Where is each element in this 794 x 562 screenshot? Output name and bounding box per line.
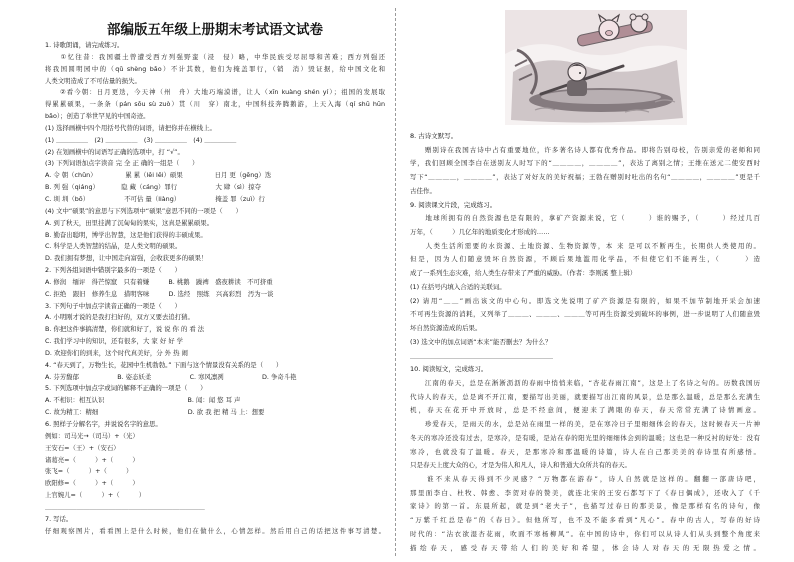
text-line: 写下“＿＿＿＿，＿＿＿＿”，表达了对好友的美好祝福；王勃在赠别时吐出的名句“＿＿＿＿，＿＿＿＿”更是千 [410,173,760,182]
pig-snout [606,31,613,36]
exam-title: 部编版五年级上册期末考试语文试卷 [107,22,323,38]
option-line: C. 故为精工：精细 D. 欲 我 把 精 马 上：想要 [45,408,265,417]
passage-line: 成了一系列生态灾难，给人类生存带来了严重的威胁。（作者：李则溪 整上辑） [410,269,637,278]
sub-question: (3) 选文中的加点词语“本来”能否删去？为什么？ [410,337,552,346]
text-line: 坏自然资源造成的后果。 [410,324,482,333]
example-line: 例如：司马光→（司马）+（光） [45,431,139,440]
text-line: 学，我们回顾全国李白在送别友人时写下的“＿＿＿＿，＿＿＿＿”，表达了离别之情；王维在送元二使安西时 [410,159,760,168]
question-heading-9: 9. 阅读课文片段，完成练习。 [410,200,497,209]
left-column [45,40,385,537]
sub-question: (2) 请用“＿＿”画出该文的中心句。即选文先说明了矿产资源是有限的，如果不加节制地开采会加速 [410,296,760,305]
column-divider [395,8,396,556]
bear-ear [630,14,636,20]
option-line: D. 我们拥有梦想，让中国走向富强，会收获更多的硕果！ [45,254,208,263]
question-heading-8: 8. 古诗文默写。 [410,132,458,140]
option-line: B. 列 强（qiáng） 隐 藏（cáng）罪行 大 肆（sì）掠夺 [45,183,261,192]
option-line: B. 勤奋出聪明，博学出智慧，这是他们获得的丰硕成果。 [45,230,207,239]
text-line: 赠别诗在我国古诗中占有重要地位，许多著名诗人都有优秀作品。即将告别母校，告别亲爱的老师和同 [410,145,760,154]
name-split-line: 欧阳修=（ ）+（ ） [45,479,139,488]
passage-line: 只是春天上度大众的心，才是为伟人和凡人，诗人和普通大众所共有的春天。 [410,461,631,470]
sub-question: (3) 下列词语加点字读音 完 全 正 确的一组是（ ） [45,159,199,168]
passage-line: 万年，（ ）几亿年的地质变化才形成的…… [410,228,550,237]
answer-line: ＿＿＿＿＿＿＿＿＿＿＿＿＿＿＿＿＿＿＿＿＿＿＿＿＿ [45,502,205,511]
pig-head [599,20,619,40]
question-heading-7: 7. 写话。 [45,514,73,523]
passage-line: 机，春天在花开中开放时，总是不经意间，便迎来了满眼的春天，春天常常充满了诗情画意。 [410,406,760,415]
passage-line: 寒冷，也就没有了温暖。春天，是那寒冷和那温暖的诗篇，诗人在自己那美美的春诗里有所感悟。 [410,447,760,456]
question-heading-4: 4. “春天到了，万物生长，花园中生机勃勃。” 下面与这个情景没有关系的是（ ） [45,360,283,369]
passage-line: 人类生活所需要的水资源、土地资源、生物资源等，本 来 是可以不断再生，长期供人类使用的。 [410,241,760,250]
boat-inner [541,90,661,104]
question-heading-10: 10. 阅读短文，完成练习。 [410,365,488,374]
option-line: A. 到了秋天，田里挂满了沉甸甸的果实，这真是累累硕果。 [45,218,214,227]
answer-blanks: (1) ＿＿＿＿＿ (2) ＿＿＿＿＿ (3) ＿＿＿＿＿ (4) ＿＿＿＿＿ [45,135,237,144]
passage-line: 冬天的寒冷还没有过去，是寒冷，是有暖，是站在春的阳光里的细细体会到的温暖；这也是一种反衬的好处：没有 [410,433,760,442]
passage-line: 时代的：“沾衣欲湿杏花雨，吹面不寒杨柳风”。在中国的诗中，你们可以从诗人们从头到整个角度来 [410,529,760,538]
passage-line: 地球所拥有的自然资源也是有限的，拿矿产资源来说，它（ ）谁的赐予，（ ）经过几百 [410,214,760,223]
option-line: C. 科学是人类智慧的结晶，是人类文明的硕果。 [45,242,182,251]
passage-line: 江南的春天，总是在淅淅沥沥的春雨中悄悄来临，“杏花春雨江南”，这是上了名诗之句的。历数我国历 [410,378,760,387]
sub-question: (1) 在括号内填入合适的关联词。 [410,282,506,291]
question-heading-1: 1. 诗歌朗诵，请完成练习。 [45,41,124,49]
passage-line: 谁不来从春天得到不少灵感？“万物都在游春”，诗人自然就是这样的。翻翻一部唐诗吧， [410,474,760,483]
text-line: 人类文明造成了不可估量的损失。 [45,76,141,85]
text-line: 得累累硕果，一条条（pán sōu sù zuò）贯（川 穿）南北，中国科技奔腾鹅游，上天入海（qí shū hūn [45,100,385,109]
text-line: ②看今朝：日月更迭，今天神（州 舟）大地巧端漠谱，让人（xīn kuàng shén yí）；祖国的发展取 [45,88,385,97]
name-split-line: 上官婉儿=（ ）+（ ） [45,491,146,500]
option-line: C. 圳 圳（bō） 不可估 量（liàng） 掩盖 罪（zuì）行 [45,194,265,203]
name-split-line: 诸葛亮=（ ）+（ ） [45,455,139,464]
option-line: A. 小明刚才说的是我打扫好的，双方又要去追打猜。 [45,313,194,322]
child-eye [579,72,581,74]
passage-line: 但是，因为人们随意毁坏自然资源，不顾后果地滥用化学品，不但使它们不能再生，（ ）造 [410,255,760,264]
passage-line: 珍爱春天，是雨天的水，总是站在雨里一样的美，是在寒冷日子里细细体会的春天，这时候春天一片神 [410,420,760,429]
option-line: C. 我们学习中的知识，还有很多，大 家 好 好 学 [45,337,184,346]
answer-line: ＿＿＿＿＿＿＿＿＿＿＿＿＿＿＿＿＿＿＿＿＿＿ [410,351,553,360]
option-line: A. 修润 缅评 得芒惊竄 只有着嫌 B. 桃鹅 躁裨 盛夜耕读 不可挤重 [45,277,273,286]
name-split-line: 王安石=（王）+（安石） [45,443,120,452]
sub-question: (1) 选择画横中四个用括号代替的词语，请把你并在横线上。 [45,123,216,132]
text-line: 仔细观察图片，看看图上是什么时候，他们在做什么，心情怎样。然后用自己的话把这件事写清楚。 [45,526,385,535]
passage-line: 描绘春天，感受春天带给人们的美好和希望，体会诗人对春天的无限热爱之情。 [410,543,760,552]
passage-line: 家诗》的第一首。东晨所起，就是到“老夫子”，也描写过春日的那美景，像是那样有名的诗句，像 [410,502,760,511]
bear-ear [642,14,648,20]
text-line: 古佳作。 [410,186,436,195]
right-column [410,130,760,555]
option-line: C. 拒绝 跟旧 修养生息 措明客味 D. 选经 照练 兴高彩烈 汚为一谈 [45,289,274,298]
question-heading-2: 2. 下列各组词语中错别字最多的一项是（ ） [45,266,181,275]
sub-question: (2) 在划画横中的词语写正确的选项中，打 “√”。 [45,147,184,156]
option-line: D. 欢迎你们的到来，这个时代真美好，分 外 热 闹 [45,348,188,357]
question-heading-6: 6. 照样子分解名字，并说说名字的意思。 [45,420,162,428]
option-line: A. 不相识：相互认识 B. 闻：闻 悠 耳 声 [45,396,241,405]
text-line: 不可再生资源的消耗，又列举了＿＿＿、＿＿＿、＿＿＿等可再生资源受到破坏的事例，进一步说明了人们随意毁 [410,310,760,319]
question-heading-5: 5. 下列选项中加点字或词的解释不正确的一项是（ ） [45,384,207,393]
child-body [567,80,587,96]
passage-line: 代诗人的春天，总是离不开江南，要描写出美丽，就要描写出江南的风景，总是那么温暖，总是那么充满生 [410,392,760,401]
question-heading-3: 3. 下列句子中加点字读音正确的一项是（ ） [45,301,181,310]
cartoon-illustration [505,10,687,125]
text-line: 将我国圆明园中的（qǔ shèng bǎo）不计其数，他们为掩盖罪行，（销 消）毁证据，给中国文化和 [45,64,385,73]
option-line: A. 芬芳馥郁 B. 姿态妖柔 C. 寒风凛冽 D. 争奇斗艳 [45,372,297,381]
sub-question: (4) 文中“硕果”的意思与下列选项中“硕果”意思不同的一项是（ ） [45,206,242,215]
passage-line: 那里面李白、杜牧、韩愈、李贺对春的赞美，就连北宋的王安石都写下了《春日偶成》，还收入了《千 [410,488,760,497]
option-line: A. 令 朝（chǔn） 累 累（lěi lěi）硕果 日月 更（gēng）迭 [45,171,272,180]
option-line: B. 你把这件事搞清楚，你们就和好了，说 说 你 的 看 法 [45,325,205,334]
text-line: bǎo）；创造了举世罕见的中国奇迹。 [45,112,150,121]
passage-line: “万紫千红总是春”的《春日》。但他所写，也不及不能多看到“凡心”。春中的古人，写春的好诗 [410,516,760,525]
text-line: ①忆往昔：我国疆土曾遭受西方列强野蛮（浸 侵）略，中华民族受尽屈辱和苦难；西方列强还 [45,52,385,61]
name-split-line: 张飞=（ ）+（ ） [45,467,133,476]
